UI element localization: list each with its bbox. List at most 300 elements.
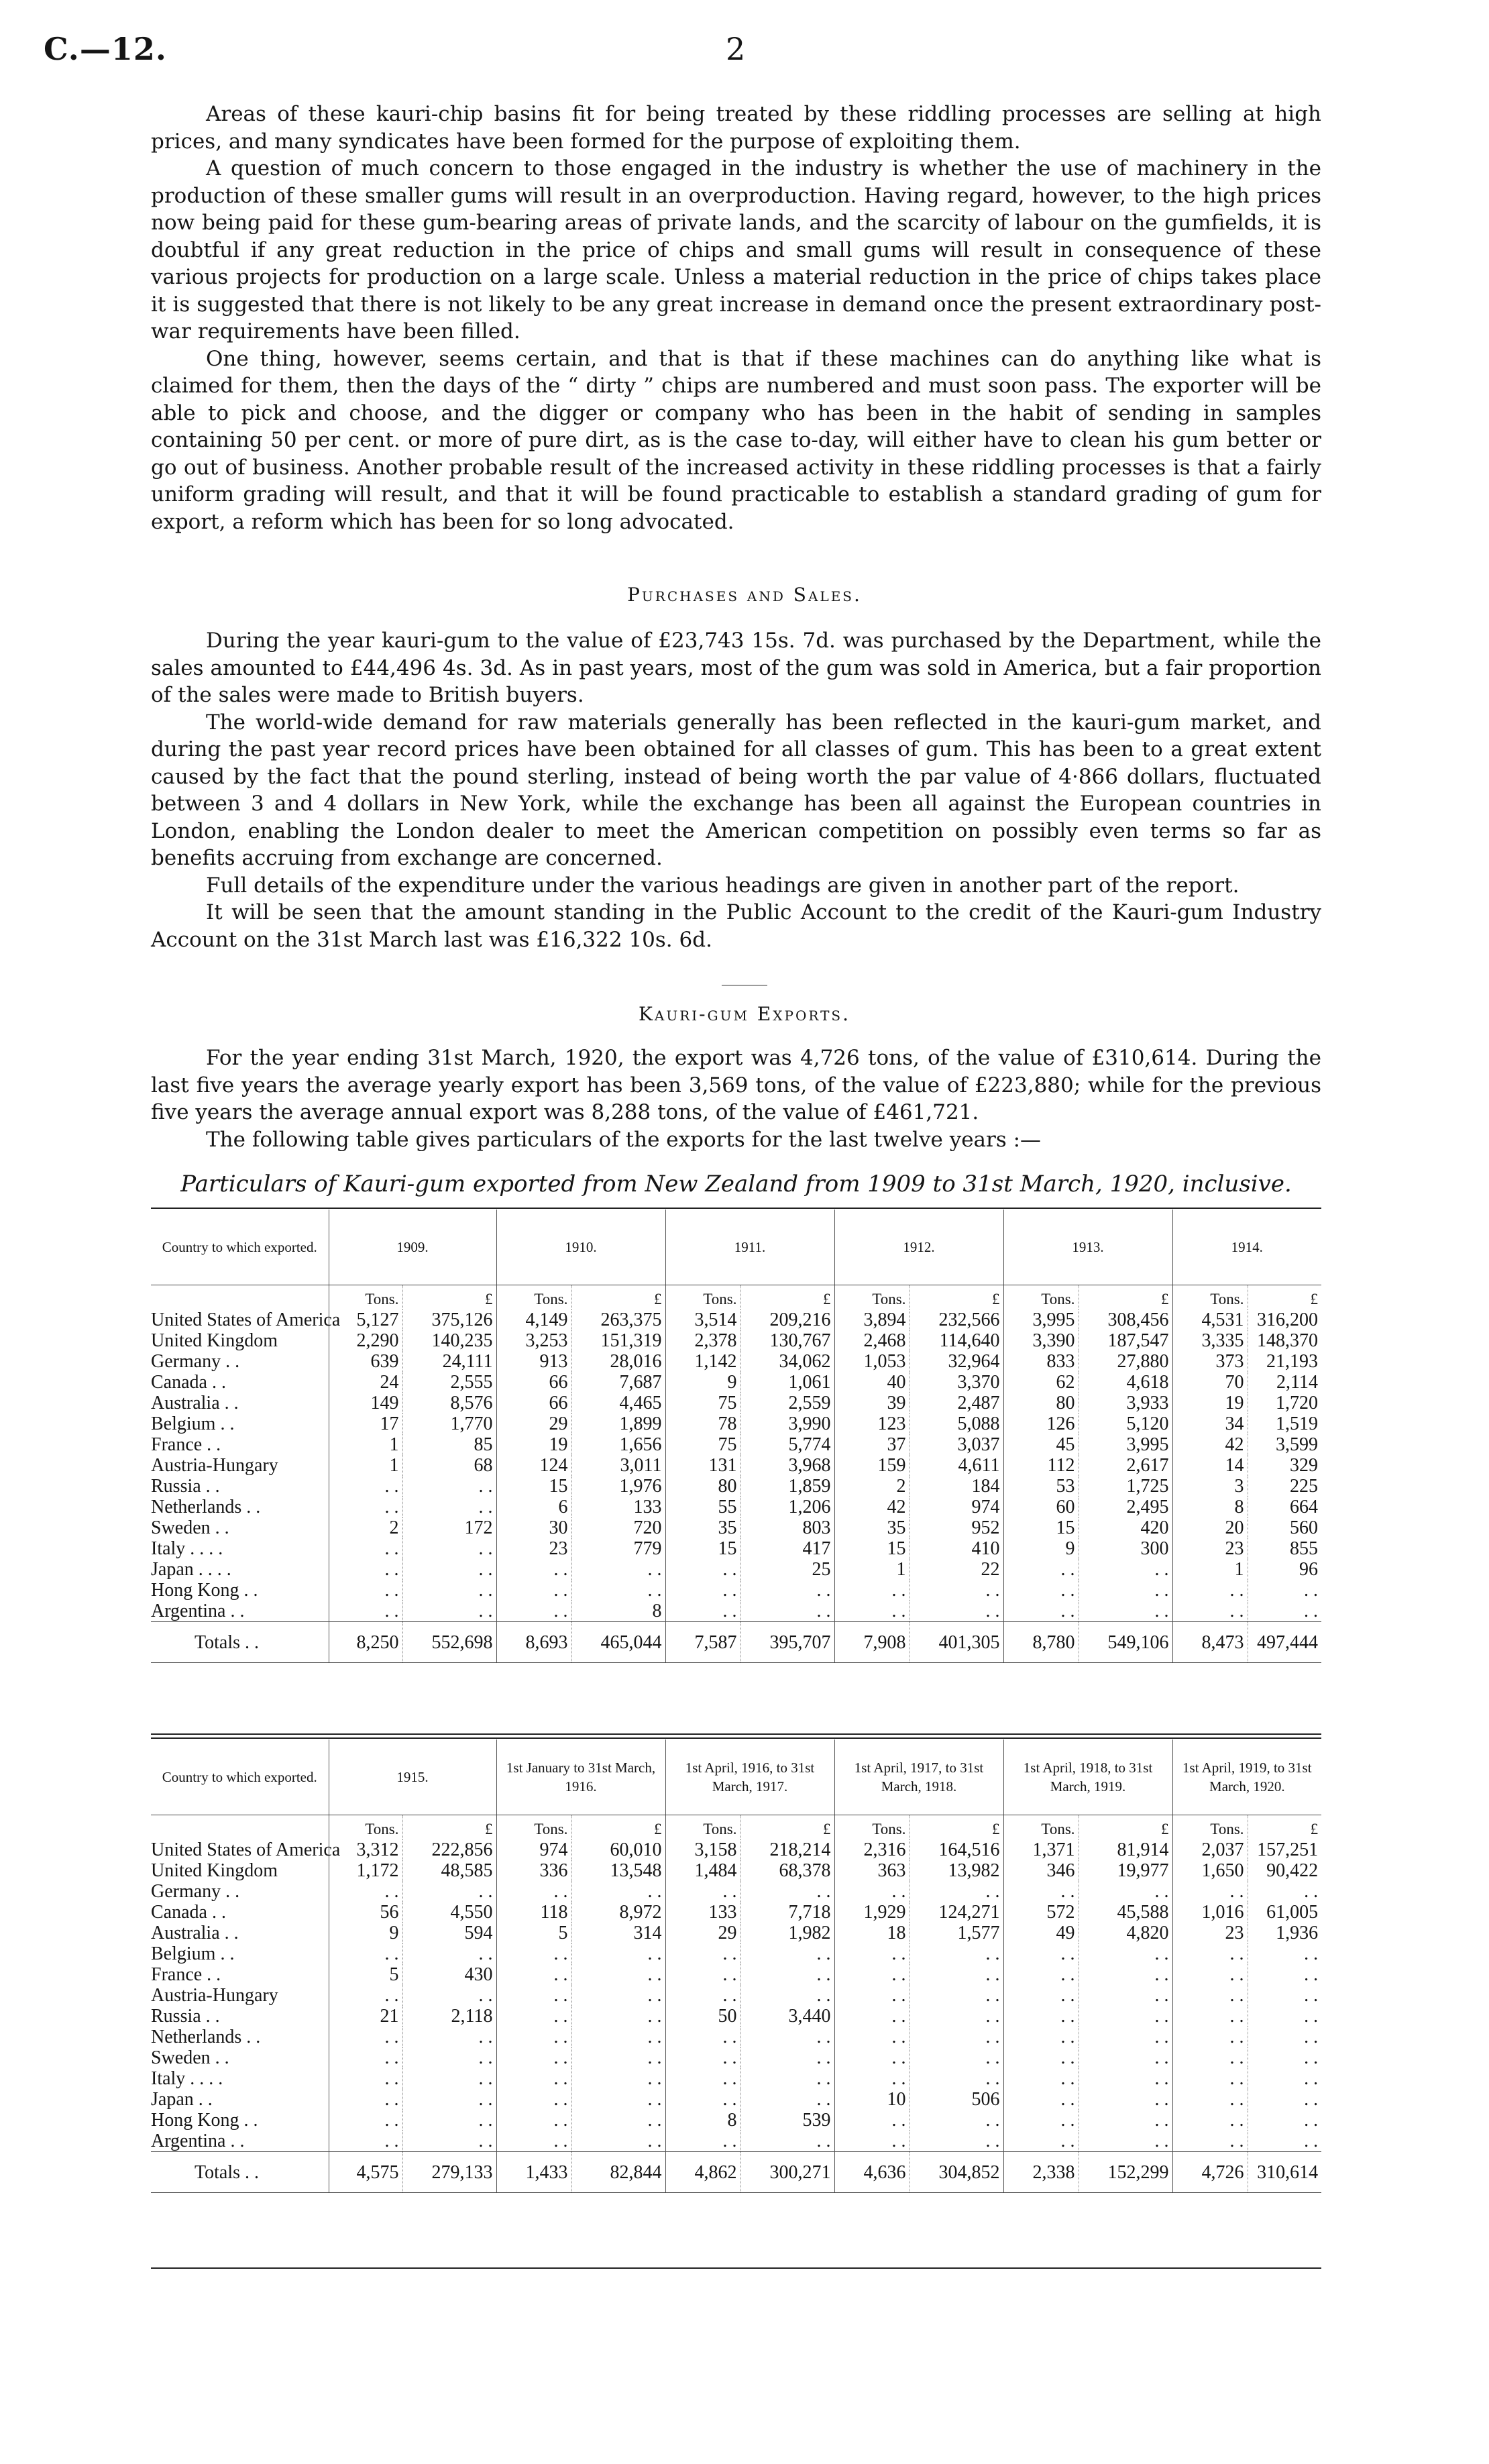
tons-cell: . .	[834, 1985, 909, 2006]
value-cell: 28,016	[571, 1351, 665, 1372]
table-row	[151, 1839, 1321, 1860]
totals-row	[151, 1622, 1321, 1663]
value-cell: 779	[571, 1538, 665, 1559]
unit-label: £	[740, 1815, 834, 1840]
value-cell: 375,126	[402, 1309, 496, 1330]
value-cell: 7,687	[571, 1372, 665, 1393]
value-cell: 21,193	[1248, 1351, 1321, 1372]
value-cell: . .	[1079, 2110, 1172, 2131]
tons-cell: 45	[1003, 1434, 1079, 1455]
unit-label: £	[571, 1285, 665, 1310]
value-cell: . .	[1079, 1964, 1172, 1985]
value-cell: 184	[909, 1476, 1003, 1497]
tons-cell: 833	[1003, 1351, 1079, 1372]
tons-cell: . .	[834, 1943, 909, 1964]
period-column-header: 1911.	[665, 1210, 834, 1285]
tons-cell: . .	[1172, 1881, 1248, 1902]
value-cell: 316,200	[1248, 1309, 1321, 1330]
value-cell: 329	[1248, 1455, 1321, 1476]
value-cell: 855	[1248, 1538, 1321, 1559]
tons-cell: 1,016	[1172, 1902, 1248, 1923]
value-cell: 1,899	[571, 1413, 665, 1434]
tons-cell: . .	[329, 1601, 402, 1622]
tons-cell: 133	[665, 1902, 740, 1923]
total-cell: 549,106	[1079, 1622, 1172, 1663]
unit-label: £	[402, 1285, 496, 1310]
value-cell: 60,010	[571, 1839, 665, 1860]
value-cell: 96	[1248, 1559, 1321, 1580]
value-cell: . .	[1079, 1601, 1172, 1622]
tons-cell: 3	[1172, 1476, 1248, 1497]
tons-cell: . .	[1003, 2089, 1079, 2110]
table-row	[151, 1351, 1321, 1372]
value-cell: . .	[740, 1985, 834, 2006]
tons-cell: . .	[329, 1538, 402, 1559]
value-cell: . .	[1248, 1985, 1321, 2006]
table-row	[151, 1538, 1321, 1559]
value-cell: 1,720	[1248, 1393, 1321, 1413]
table-row	[151, 1943, 1321, 1964]
country-name: Argentina . .	[151, 1601, 245, 1621]
total-cell: 497,444	[1248, 1622, 1321, 1663]
country-name: Canada . .	[151, 1902, 226, 1923]
value-cell: 2,559	[740, 1393, 834, 1413]
tons-cell: . .	[1003, 1559, 1079, 1580]
table-separator-rule	[151, 1737, 1321, 1739]
units-spacer	[151, 1285, 329, 1310]
tons-cell: . .	[834, 2068, 909, 2089]
country-name: Italy . . . .	[151, 2068, 223, 2089]
unit-label: £	[1079, 1285, 1172, 1310]
tons-cell: 363	[834, 1860, 909, 1881]
tons-cell: . .	[665, 1943, 740, 1964]
value-cell: 222,856	[402, 1839, 496, 1860]
tons-cell: . .	[329, 1476, 402, 1497]
value-cell: . .	[1248, 2131, 1321, 2152]
country-name: Austria-Hungary	[151, 1455, 278, 1476]
exports-heading: Kauri-gum Exports.	[638, 1003, 851, 1025]
table-row	[151, 2131, 1321, 2152]
tons-cell: . .	[1003, 1964, 1079, 1985]
value-cell: . .	[909, 2006, 1003, 2027]
value-cell: . .	[740, 2047, 834, 2068]
tons-cell: . .	[1003, 2068, 1079, 2089]
value-cell: 232,566	[909, 1309, 1003, 1330]
tons-cell: 15	[1003, 1517, 1079, 1538]
period-column-header: 1914.	[1172, 1210, 1321, 1285]
tons-cell: 974	[496, 1839, 571, 1860]
unit-label: £	[909, 1815, 1003, 1840]
units-spacer	[151, 1815, 329, 1840]
value-cell: . .	[909, 1601, 1003, 1622]
tons-cell: . .	[496, 2131, 571, 2152]
tons-cell: . .	[496, 2089, 571, 2110]
unit-label: Tons.	[834, 1815, 909, 1840]
unit-label: Tons.	[496, 1815, 571, 1840]
unit-label: Tons.	[834, 1285, 909, 1310]
value-cell: 3,990	[740, 1413, 834, 1434]
paragraph: For the year ending 31st March, 1920, the export was 4,726 tons, of the value of £310,614. During the last five years the average yearly export has been 3,569 tons, of the value of £223,880; while for the previous five years the average annual export was 8,288 tons, of the value of £461,721.	[151, 1046, 1321, 1124]
tons-cell: 18	[834, 1923, 909, 1943]
value-cell: . .	[571, 2027, 665, 2047]
total-cell: 300,271	[740, 2152, 834, 2193]
tons-cell: 15	[496, 1476, 571, 1497]
tons-cell: 3,995	[1003, 1309, 1079, 1330]
tons-cell: . .	[329, 1580, 402, 1601]
value-cell: . .	[1248, 1881, 1321, 1902]
value-cell: 4,550	[402, 1902, 496, 1923]
tons-cell: 3,514	[665, 1309, 740, 1330]
value-cell: 225	[1248, 1476, 1321, 1497]
tons-cell: 3,894	[834, 1309, 909, 1330]
value-cell: 164,516	[909, 1839, 1003, 1860]
value-cell: . .	[1079, 2006, 1172, 2027]
country-name: Germany . .	[151, 1881, 240, 1902]
period-column-header: 1st April, 1916, to 31st March, 1917.	[665, 1739, 834, 1815]
country-name: United States of America	[151, 1309, 341, 1330]
tons-cell: 2	[834, 1476, 909, 1497]
tons-cell: 37	[834, 1434, 909, 1455]
value-cell: 114,640	[909, 1330, 1003, 1351]
tons-cell: 75	[665, 1434, 740, 1455]
country-name: Russia . .	[151, 1476, 220, 1497]
exports-table-1915-1920	[151, 1739, 1321, 2193]
value-cell: . .	[1079, 2027, 1172, 2047]
value-cell: 61,005	[1248, 1902, 1321, 1923]
tons-cell: . .	[834, 2027, 909, 2047]
tons-cell: 39	[834, 1393, 909, 1413]
value-cell: 187,547	[1079, 1330, 1172, 1351]
total-cell: 7,587	[665, 1622, 740, 1663]
value-cell: 2,495	[1079, 1497, 1172, 1517]
value-cell: 308,456	[1079, 1309, 1172, 1330]
value-cell: 2,118	[402, 2006, 496, 2027]
table-row	[151, 1497, 1321, 1517]
total-cell: 8,473	[1172, 1622, 1248, 1663]
tons-cell: 62	[1003, 1372, 1079, 1393]
paragraph: A question of much concern to those engaged in the industry is whether the use of machinery in the production of these smaller gums will result in an overproduction. Having regard, however, to the high prices now being paid for these gum-bearing areas of private lands, and the scarcity of labour on the gumfields, it is doubtful if any great reduction in the price of chips and small gums will result in consequence of these various projects for production on a large scale. Unless a material reduction in the price of chips takes place it is suggested that there is not likely to be any great increase in demand once the present extraordinary post-war requirements have been filled.	[151, 156, 1321, 343]
table-row	[151, 1455, 1321, 1476]
value-cell: . .	[1248, 1601, 1321, 1622]
tons-cell: 8	[1172, 1497, 1248, 1517]
value-cell: 1,982	[740, 1923, 834, 1943]
value-cell: 5,088	[909, 1413, 1003, 1434]
tons-cell: . .	[665, 1964, 740, 1985]
tons-cell: 2,290	[329, 1330, 402, 1351]
value-cell: 8,576	[402, 1393, 496, 1413]
value-cell: 151,319	[571, 1330, 665, 1351]
tons-cell: . .	[329, 1943, 402, 1964]
value-cell: 13,982	[909, 1860, 1003, 1881]
unit-label: £	[1248, 1815, 1321, 1840]
table-caption: Particulars of Kauri-gum exported from New Zealand from 1909 to 31st March, 1920, inclusive.	[180, 1171, 1292, 1197]
value-cell: 3,037	[909, 1434, 1003, 1455]
tons-cell: 70	[1172, 1372, 1248, 1393]
total-cell: 2,338	[1003, 2152, 1079, 2193]
tons-cell: . .	[1172, 2131, 1248, 2152]
units-row	[151, 1815, 1321, 1840]
value-cell: . .	[740, 2131, 834, 2152]
tons-cell: 15	[665, 1538, 740, 1559]
unit-label: £	[740, 1285, 834, 1310]
tons-cell: 9	[329, 1923, 402, 1943]
table-bottom-rule	[151, 2267, 1321, 2269]
value-cell: . .	[402, 1881, 496, 1902]
total-cell: 465,044	[571, 1622, 665, 1663]
value-cell: 314	[571, 1923, 665, 1943]
value-cell: 5,774	[740, 1434, 834, 1455]
period-column-header: 1st April, 1919, to 31st March, 1920.	[1172, 1739, 1321, 1815]
value-cell: 130,767	[740, 1330, 834, 1351]
value-cell: 133	[571, 1497, 665, 1517]
value-cell: . .	[402, 1580, 496, 1601]
country-name: Hong Kong . .	[151, 2110, 258, 2131]
table-row	[151, 2027, 1321, 2047]
tons-cell: . .	[329, 1985, 402, 2006]
page-number: 2	[726, 31, 746, 67]
tons-cell: 20	[1172, 1517, 1248, 1538]
tons-cell: 6	[496, 1497, 571, 1517]
tons-cell: 66	[496, 1393, 571, 1413]
tons-cell: . .	[329, 2068, 402, 2089]
tons-cell: 336	[496, 1860, 571, 1881]
total-cell: 552,698	[402, 1622, 496, 1663]
tons-cell: 19	[1172, 1393, 1248, 1413]
tons-cell: 3,390	[1003, 1330, 1079, 1351]
total-cell: 1,433	[496, 2152, 571, 2193]
value-cell: 974	[909, 1497, 1003, 1517]
value-cell: 2,555	[402, 1372, 496, 1393]
country-column-header: Country to which exported.	[151, 1739, 329, 1815]
value-cell: 4,465	[571, 1393, 665, 1413]
total-cell: 279,133	[402, 2152, 496, 2193]
total-cell: 8,780	[1003, 1622, 1079, 1663]
value-cell: . .	[740, 1601, 834, 1622]
value-cell: . .	[909, 1943, 1003, 1964]
tons-cell: . .	[496, 2006, 571, 2027]
tons-cell: . .	[1003, 2131, 1079, 2152]
tons-cell: 2	[329, 1517, 402, 1538]
units-row	[151, 1285, 1321, 1310]
value-cell: 19,977	[1079, 1860, 1172, 1881]
tons-cell: . .	[834, 1601, 909, 1622]
value-cell: 1,577	[909, 1923, 1003, 1943]
table-row	[151, 2047, 1321, 2068]
value-cell: . .	[1079, 1559, 1172, 1580]
table-row	[151, 1517, 1321, 1538]
value-cell: . .	[571, 1964, 665, 1985]
value-cell: 410	[909, 1538, 1003, 1559]
value-cell: 1,656	[571, 1434, 665, 1455]
value-cell: . .	[402, 2089, 496, 2110]
tons-cell: 42	[834, 1497, 909, 1517]
tons-cell: . .	[496, 1580, 571, 1601]
tons-cell: . .	[665, 2047, 740, 2068]
table-row	[151, 1860, 1321, 1881]
value-cell: 27,880	[1079, 1351, 1172, 1372]
value-cell: . .	[571, 1943, 665, 1964]
value-cell: 32,964	[909, 1351, 1003, 1372]
tons-cell: 24	[329, 1372, 402, 1393]
unit-label: Tons.	[665, 1815, 740, 1840]
tons-cell: . .	[834, 1580, 909, 1601]
tons-cell: 124	[496, 1455, 571, 1476]
tons-cell: 9	[665, 1372, 740, 1393]
table-row	[151, 1393, 1321, 1413]
tons-cell: . .	[665, 1985, 740, 2006]
tons-cell: . .	[496, 1881, 571, 1902]
tons-cell: 913	[496, 1351, 571, 1372]
tons-cell: . .	[329, 2027, 402, 2047]
tons-cell: . .	[329, 1497, 402, 1517]
table-row	[151, 1476, 1321, 1497]
purchases-heading: Purchases and Sales.	[627, 584, 862, 606]
value-cell: . .	[571, 2047, 665, 2068]
totals-label: Totals . .	[151, 1622, 329, 1663]
value-cell: 22	[909, 1559, 1003, 1580]
value-cell: 560	[1248, 1517, 1321, 1538]
value-cell: 1,519	[1248, 1413, 1321, 1434]
tons-cell: 49	[1003, 1923, 1079, 1943]
tons-cell: . .	[1172, 2068, 1248, 2089]
value-cell: . .	[402, 2131, 496, 2152]
tons-cell: . .	[496, 2068, 571, 2089]
unit-label: Tons.	[1003, 1815, 1079, 1840]
value-cell: 1,976	[571, 1476, 665, 1497]
value-cell: . .	[1248, 1943, 1321, 1964]
tons-cell: 1,172	[329, 1860, 402, 1881]
value-cell: . .	[402, 2068, 496, 2089]
totals-label: Totals . .	[151, 2152, 329, 2193]
tons-cell: 126	[1003, 1413, 1079, 1434]
value-cell: . .	[909, 2047, 1003, 2068]
value-cell: 1,061	[740, 1372, 834, 1393]
value-cell: 300	[1079, 1538, 1172, 1559]
value-cell: 3,968	[740, 1455, 834, 1476]
value-cell: 1,206	[740, 1497, 834, 1517]
value-cell: 218,214	[740, 1839, 834, 1860]
value-cell: . .	[402, 1985, 496, 2006]
value-cell: 952	[909, 1517, 1003, 1538]
unit-label: £	[1248, 1285, 1321, 1310]
tons-cell: 5	[496, 1923, 571, 1943]
tons-cell: 3,335	[1172, 1330, 1248, 1351]
period-column-header: 1909.	[329, 1210, 496, 1285]
tons-cell: 1	[834, 1559, 909, 1580]
tons-cell: . .	[1003, 1881, 1079, 1902]
period-column-header: 1st January to 31st March, 1916.	[496, 1739, 665, 1815]
value-cell: 148,370	[1248, 1330, 1321, 1351]
tons-cell: . .	[1003, 1985, 1079, 2006]
period-column-header: 1st April, 1917, to 31st March, 1918.	[834, 1739, 1003, 1815]
value-cell: . .	[740, 2027, 834, 2047]
country-column-header: Country to which exported.	[151, 1210, 329, 1285]
tons-cell: . .	[1172, 1964, 1248, 1985]
value-cell: . .	[1248, 2068, 1321, 2089]
value-cell: 8,972	[571, 1902, 665, 1923]
value-cell: . .	[740, 1881, 834, 1902]
tons-cell: 21	[329, 2006, 402, 2027]
value-cell: 34,062	[740, 1351, 834, 1372]
exports-table-1909-1914	[151, 1210, 1321, 1663]
table-row	[151, 1985, 1321, 2006]
value-cell: 8	[571, 1601, 665, 1622]
country-name: Belgium . .	[151, 1413, 235, 1434]
tons-cell: 1,929	[834, 1902, 909, 1923]
value-cell: . .	[1079, 2131, 1172, 2152]
tons-cell: 55	[665, 1497, 740, 1517]
value-cell: 263,375	[571, 1309, 665, 1330]
tons-cell: 29	[496, 1413, 571, 1434]
value-cell: . .	[909, 2068, 1003, 2089]
total-cell: 7,908	[834, 1622, 909, 1663]
table-row	[151, 1881, 1321, 1902]
country-name: Canada . .	[151, 1372, 226, 1393]
tons-cell: . .	[665, 2131, 740, 2152]
country-name: France . .	[151, 1434, 221, 1455]
tons-cell: 56	[329, 1902, 402, 1923]
tons-cell: . .	[329, 2089, 402, 2110]
table-header-row	[151, 1739, 1321, 1815]
tons-cell: . .	[1172, 1943, 1248, 1964]
period-column-header: 1912.	[834, 1210, 1003, 1285]
value-cell: 3,933	[1079, 1393, 1172, 1413]
value-cell: 1,725	[1079, 1476, 1172, 1497]
unit-label: £	[571, 1815, 665, 1840]
tons-cell: . .	[1172, 1601, 1248, 1622]
value-cell: 2,114	[1248, 1372, 1321, 1393]
tons-cell: . .	[1003, 1601, 1079, 1622]
tons-cell: . .	[665, 1601, 740, 1622]
tons-cell: . .	[496, 2027, 571, 2047]
tons-cell: . .	[1003, 2047, 1079, 2068]
table-row	[151, 2006, 1321, 2027]
tons-cell: 1,484	[665, 1860, 740, 1881]
unit-label: Tons.	[1172, 1815, 1248, 1840]
value-cell: 45,588	[1079, 1902, 1172, 1923]
unit-label: Tons.	[665, 1285, 740, 1310]
value-cell: . .	[909, 1985, 1003, 2006]
table-row	[151, 1902, 1321, 1923]
total-cell: 82,844	[571, 2152, 665, 2193]
tons-cell: 1	[329, 1455, 402, 1476]
value-cell: . .	[402, 2110, 496, 2131]
unit-label: Tons.	[1003, 1285, 1079, 1310]
tons-cell: . .	[329, 2110, 402, 2131]
tons-cell: . .	[496, 1601, 571, 1622]
total-cell: 4,636	[834, 2152, 909, 2193]
tons-cell: 149	[329, 1393, 402, 1413]
value-cell: 720	[571, 1517, 665, 1538]
tons-cell: . .	[1172, 2110, 1248, 2131]
tons-cell: . .	[496, 2047, 571, 2068]
table-header-row	[151, 1210, 1321, 1285]
value-cell: 3,440	[740, 2006, 834, 2027]
value-cell: 25	[740, 1559, 834, 1580]
tons-cell: 75	[665, 1393, 740, 1413]
value-cell: . .	[1248, 1964, 1321, 1985]
table-row	[151, 1559, 1321, 1580]
tons-cell: 639	[329, 1351, 402, 1372]
tons-cell: 60	[1003, 1497, 1079, 1517]
tons-cell: 4,149	[496, 1309, 571, 1330]
value-cell: . .	[1248, 2047, 1321, 2068]
value-cell: 90,422	[1248, 1860, 1321, 1881]
value-cell: . .	[571, 2006, 665, 2027]
tons-cell: . .	[834, 1881, 909, 1902]
value-cell: . .	[571, 1580, 665, 1601]
paragraph: One thing, however, seems certain, and that is that if these machines can do anything like what is claimed for them, then the days of the “ dirty ” chips are numbered and must soon pass. The exporter will be able to pick and choose, and the digger or company who has been in the habit of sending in samples containing 50 per cent. or more of pure dirt, as is the case to-day, will either have to clean his gum better or go out of business. Another probable result of the increased activity in these riddling processes is that a fairly uniform grading will result, and that it will be found practicable to establish a standard grading of gum for export, a reform which has been for so long advocated.	[151, 346, 1321, 534]
